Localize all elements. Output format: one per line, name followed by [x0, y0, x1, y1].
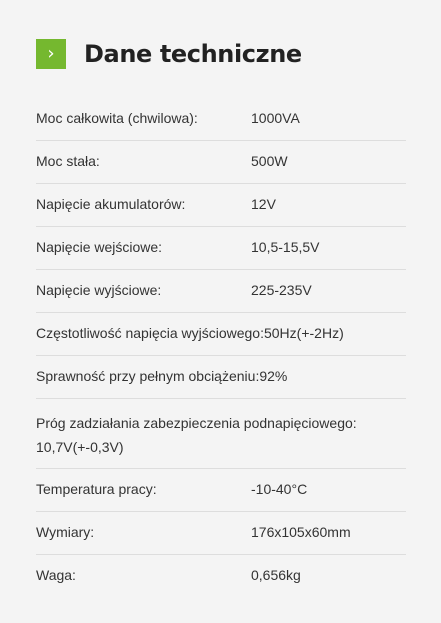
- spec-row-operating-temperature: [36, 469, 406, 512]
- chevron-right-icon: ›: [36, 39, 66, 69]
- spec-value-weight: 0,656kg: [251, 567, 301, 583]
- spec-value-battery-voltage: 12V: [251, 196, 276, 212]
- spec-row-total-power: [36, 98, 406, 141]
- spec-text-undervoltage-threshold-line1: Próg zadziałania zabezpieczenia podnapięciowego:: [36, 415, 357, 431]
- spec-label-weight: Waga:: [36, 567, 76, 583]
- spec-row-battery-voltage: [36, 184, 406, 227]
- spec-label-dimensions: Wymiary:: [36, 524, 95, 540]
- spec-text-undervoltage-threshold-line2: 10,7V(+-0,3V): [36, 439, 124, 455]
- section-header: [36, 39, 302, 69]
- spec-value-total-power: 1000VA: [251, 110, 300, 126]
- spec-label-battery-voltage: Napięcie akumulatorów:: [36, 196, 186, 212]
- spec-value-output-voltage: 225-235V: [251, 282, 312, 298]
- spec-row-efficiency: [36, 356, 406, 399]
- spec-text-undervoltage-threshold: [36, 411, 406, 459]
- specs-list: [36, 98, 406, 598]
- spec-row-continuous-power: [36, 141, 406, 184]
- spec-row-dimensions: [36, 512, 406, 555]
- spec-value-operating-temperature: -10-40°C: [251, 481, 308, 497]
- spec-text-output-frequency: Częstotliwość napięcia wyjściowego:50Hz(+-2Hz): [36, 325, 344, 341]
- spec-value-continuous-power: 500W: [251, 153, 288, 169]
- spec-row-output-voltage: [36, 270, 406, 313]
- spec-label-total-power: Moc całkowita (chwilowa):: [36, 110, 198, 126]
- spec-row-undervoltage-threshold: [36, 399, 406, 469]
- section-title: Dane techniczne: [84, 40, 302, 68]
- spec-row-input-voltage: [36, 227, 406, 270]
- spec-value-dimensions: 176x105x60mm: [251, 524, 351, 540]
- spec-value-input-voltage: 10,5-15,5V: [251, 239, 320, 255]
- spec-label-continuous-power: Moc stała:: [36, 153, 100, 169]
- spec-label-output-voltage: Napięcie wyjściowe:: [36, 282, 162, 298]
- spec-label-operating-temperature: Temperatura pracy:: [36, 481, 157, 497]
- spec-label-input-voltage: Napięcie wejściowe:: [36, 239, 163, 255]
- spec-row-output-frequency: [36, 313, 406, 356]
- spec-text-efficiency: Sprawność przy pełnym obciążeniu:92%: [36, 368, 288, 384]
- spec-row-weight: [36, 555, 406, 598]
